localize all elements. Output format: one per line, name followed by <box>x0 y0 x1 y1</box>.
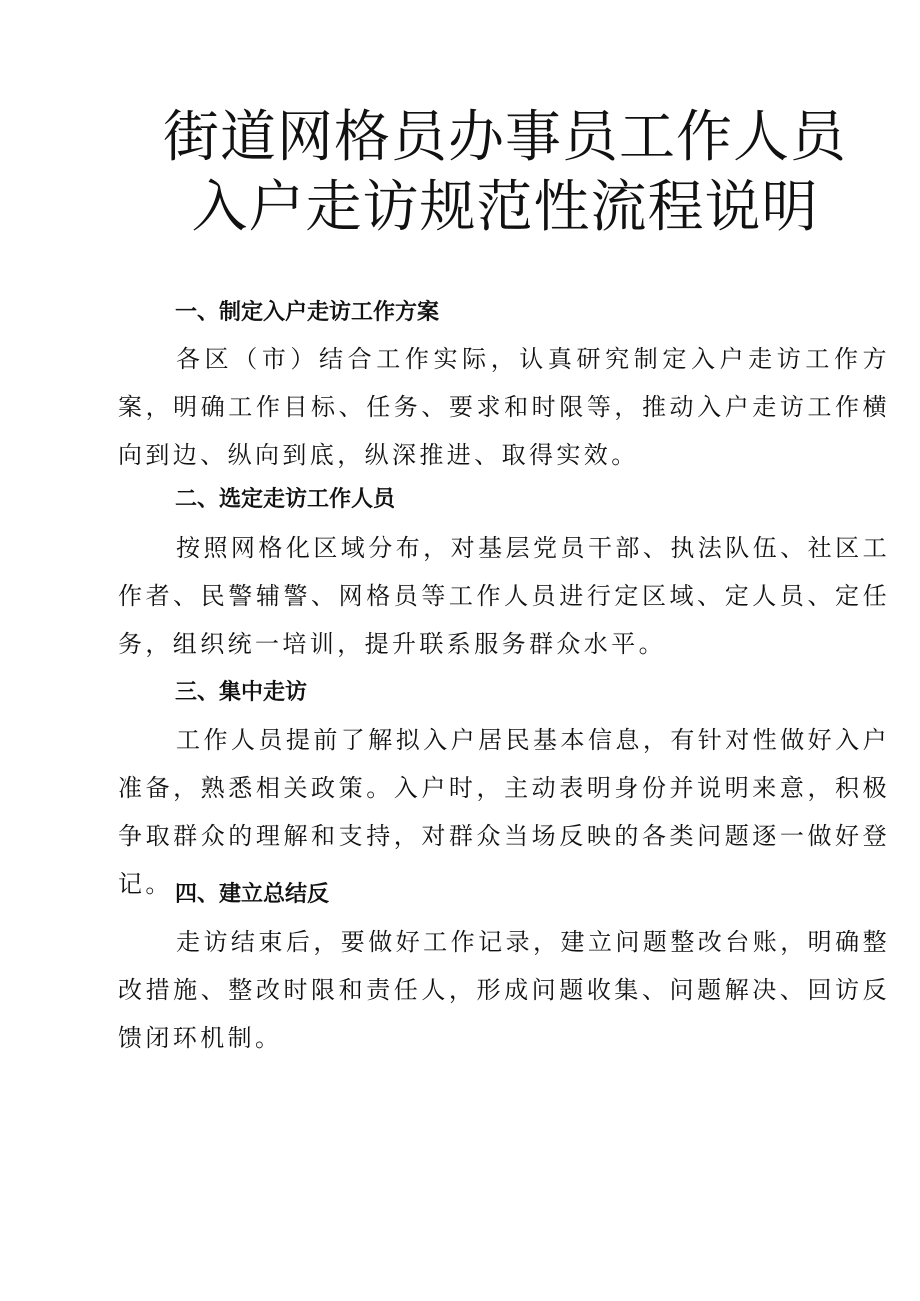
section-2-body: 按照网格化区域分布，对基层党员干部、执法队伍、社区工作者、民警辅警、网格员等工作人员进行定区域、定人员、定任务，组织统一培训，提升联系服务群众水平。 <box>118 534 890 658</box>
document-title-line-2: 入户走访规范性流程说明 <box>191 175 819 240</box>
section-1-heading: 一、制定入户走访工作方案 <box>175 300 440 325</box>
section-4-heading: 四、建立总结反 <box>175 882 330 907</box>
section-2-heading: 二、选定走访工作人员 <box>175 487 396 512</box>
section-3-heading: 三、集中走访 <box>175 680 308 705</box>
section-1-body: 各区（市）结合工作实际，认真研究制定入户走访工作方案，明确工作目标、任务、要求和时限等，推动入户走访工作横向到边、纵向到底，纵深推进、取得实效。 <box>118 345 890 469</box>
document-title-line-1: 街道网格员办事员工作人员 <box>163 105 847 170</box>
section-3-body: 工作人员提前了解拟入户居民基本信息，有针对性做好入户准备，熟悉相关政策。入户时，主动表明身份并说明来意，积极争取群众的理解和支持，对群众当场反映的各类问题逐一做好登记。 <box>118 726 890 898</box>
section-4-body: 走访结束后，要做好工作记录，建立问题整改台账，明确整改措施、整改时限和责任人，形成问题收集、问题解决、回访反馈闭环机制。 <box>118 928 890 1052</box>
